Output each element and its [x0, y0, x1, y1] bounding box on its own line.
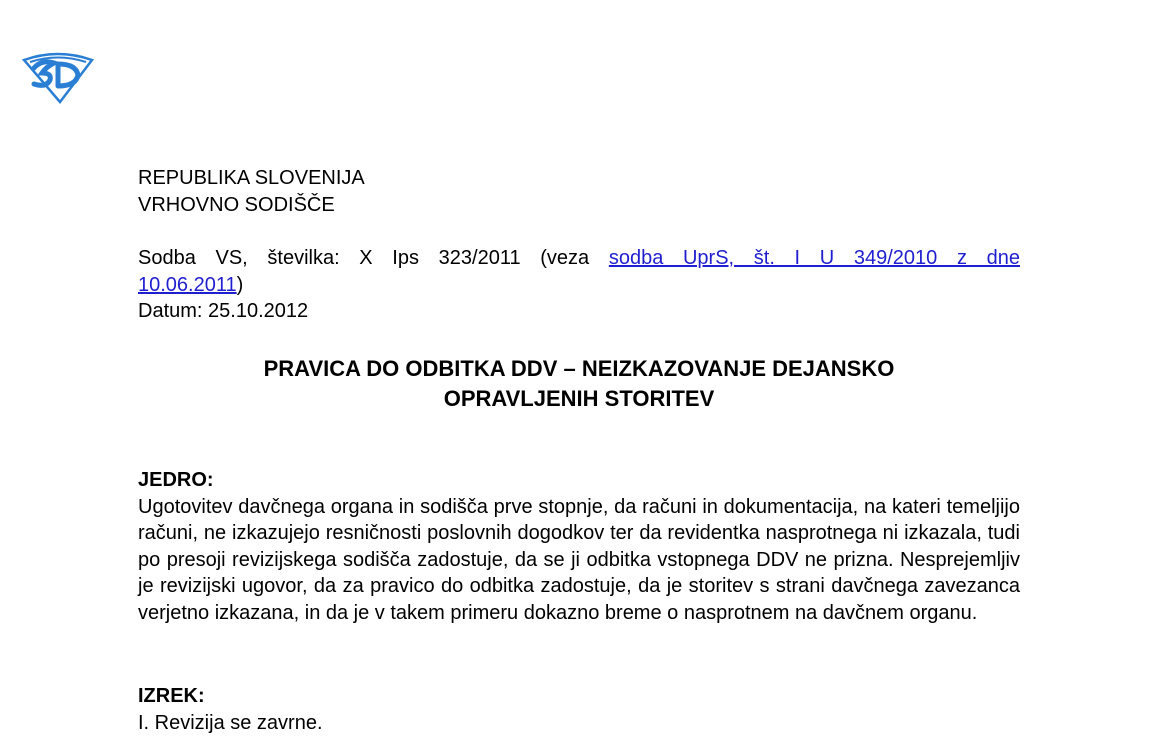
document-title — [138, 354, 1020, 414]
case-number-line — [138, 245, 1020, 272]
core-text: Ugotovitev davčnega organa in sodišča prve stopnje, da računi in dokumentacija, na kateri temeljijo računi, ne izkazujejo resničnosti poslovnih dogodkov ter da revidentka nasprotnega ni izkazala, tudi po presoji revizijskega sodišča zadostuje, da se ji odbitka vstopnega DDV ne prizna. Nesprejemljiv je revizijski ugovor, da za pravico do odbitka zadostuje, da je storitev s strani davčnega zavezanca verjetno izkazana, in da je v takem primeru dokazno breme o nasprotnem na davčnem organu. — [138, 495, 1020, 624]
court-logo-icon — [20, 46, 96, 104]
core-heading: JEDRO: — [138, 469, 214, 491]
verdict-item-1: I. Revizija se zavrne. — [138, 711, 323, 734]
country-name: REPUBLIKA SLOVENIJA — [138, 167, 365, 189]
core-section — [138, 467, 1020, 626]
case-number: Sodba VS, številka: X Ips 323/2011 (veza — [138, 247, 609, 269]
related-judgment-link[interactable]: sodba UprS, št. I U 349/2010 z dne — [608, 247, 1020, 269]
case-reference — [138, 245, 1020, 325]
court-name: VRHOVNO SODIŠČE — [138, 193, 335, 216]
case-number-line-2 — [138, 272, 1020, 299]
title-line-1: PRAVICA DO ODBITKA DDV – NEIZKAZOVANJE DEJANSKO — [263, 356, 895, 381]
verdict-heading: IZREK: — [138, 685, 205, 707]
judgment-date: Datum: 25.10.2012 — [138, 300, 309, 322]
court-header — [138, 165, 1020, 218]
verdict-section — [138, 683, 1020, 736]
title-line-2: OPRAVLJENIH STORITEV — [443, 386, 715, 411]
related-judgment-link-date[interactable]: 10.06.2011 — [138, 273, 237, 296]
reference-suffix: ) — [236, 273, 244, 296]
